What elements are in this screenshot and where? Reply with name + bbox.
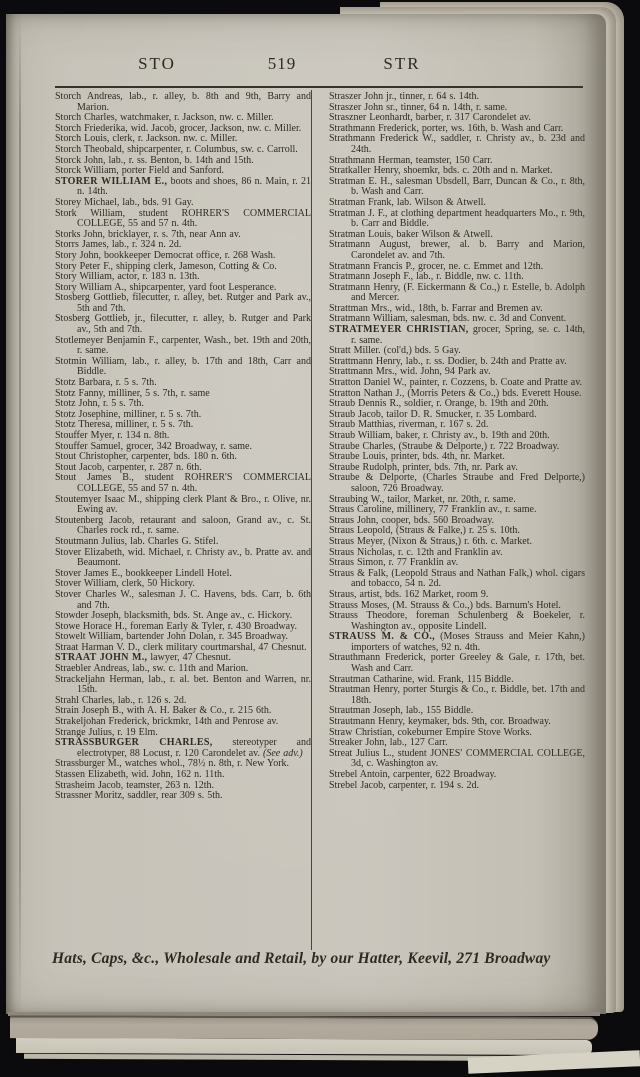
directory-entry: Strakeljohan Frederick, brickmkr, 14th and Penrose av. xyxy=(55,716,279,728)
directory-entry: Strautmann Henry, keymaker, bds. 9th, cor. Broadway. xyxy=(329,716,551,728)
directory-entry: Stover James E., bookkeeper Lindell Hotel. xyxy=(55,567,232,579)
directory-entry: Story William A., shipcarpenter, yard foot Lesperance. xyxy=(55,281,277,293)
directory-entry: Stratman Frank, lab. Wilson & Atwell. xyxy=(329,196,486,208)
directory-entry: Stowe Horace H., foreman Early & Tyler, r. 430 Broadway. xyxy=(55,620,297,632)
directory-column-left xyxy=(55,92,320,802)
directory-entry: Stotz Theresa, milliner, r. 5 s. 7th. xyxy=(55,419,194,431)
directory-entry: Stratton Nathan J., (Morris Peters & Co.,) bds. Everett House. xyxy=(329,387,582,399)
directory-entry: Streat Julius L., student JONES' COMMERCIAL COLLEGE, 3d, c. Washington av. xyxy=(329,747,585,770)
directory-entry: Stout Christopher, carpenter, bds. 180 n. 6th. xyxy=(55,451,237,463)
directory-entry: Stratt Miller. (col'd,) bds. 5 Gay. xyxy=(329,345,461,357)
directory-entry: Stotlemeyer Benjamin F., carpenter, Wash., bet. 19th and 20th, r. same. xyxy=(55,334,311,357)
directory-entry: Strasheim Jacob, teamster, 263 n. 12th. xyxy=(55,779,215,791)
directory-entry: Stratman Louis, baker Wilson & Atwell. xyxy=(329,228,493,240)
directory-entry: Stout James B., student ROHRER'S COMMERCIAL COLLEGE, 55 and 57 n. 4th. xyxy=(55,472,311,494)
directory-entry: Stratmann Henry, (F. Eickermann & Co.,) r. Estelle, b. Adolph and Mercer. xyxy=(329,281,585,304)
directory-entry: Strange Julius, r. 19 Elm. xyxy=(55,726,158,738)
directory-entry: Stork William, student ROHRER'S COMMERCIAL COLLEGE, 55 and 57 n. 4th. xyxy=(55,207,311,230)
directory-entry: Straus Nicholas, r. c. 12th and Franklin av. xyxy=(329,546,503,558)
directory-entry: Storks John, bricklayer, r. s. 7th, near Ann av. xyxy=(55,228,241,240)
directory-entry: Story John, bookkeeper Democrat office, r. 268 Wash. xyxy=(55,249,276,261)
directory-entry: Straube Louis, printer, bds. 4th, nr. Market. xyxy=(329,451,505,463)
directory-entry: Stotz Josephine, milliner, r. 5 s. 7th. xyxy=(55,408,202,420)
directory-entry: Straebler Andreas, lab., sw. c. 11th and Marion. xyxy=(55,663,249,675)
directory-entry: Strebel Jacob, carpenter, r. 194 s. 2d. xyxy=(329,779,480,791)
directory-entry: Stotz Fanny, milliner, 5 s. 7th, r. same xyxy=(55,387,210,399)
directory-entry: Straube Charles, (Straube & Delporte,) r. 722 Broadway. xyxy=(329,440,560,452)
directory-column-right xyxy=(320,92,585,802)
directory-entry: STRAUSS M. & CO., (Moses Strauss and Meier Kahn,) importers of watches, 92 n. 4th. xyxy=(329,631,586,653)
directory-entry: Stover William, clerk, 50 Hickory. xyxy=(55,578,195,590)
directory-entry: Strattman Mrs., wid., 18th, b. Farrar and Bremen av. xyxy=(329,302,543,314)
directory-entry: Straw Christian, cokeburner Empire Stove Works. xyxy=(329,726,532,738)
directory-entry: Straus Caroline, millinery, 77 Franklin av., r. same. xyxy=(329,504,537,516)
directory-columns xyxy=(55,92,585,802)
directory-entry: Stoutenberg Jacob, retaurant and saloon, Grand av., c. St. Charles rock rd., r. same. xyxy=(55,514,311,537)
directory-entry: Stratmann August, brewer, al. b. Barry and Marion, Carondelet av. and 7th. xyxy=(329,239,585,261)
directory-entry: Straus Leopold, (Straus & Falke,) r. 25 s. 10th. xyxy=(329,525,520,537)
directory-entry: Straus, artist, bds. 162 Market, room 9. xyxy=(329,588,489,600)
directory-entry: Straub Dennis R., soldier, r. Orange, b. 19th and 20th. xyxy=(329,398,549,410)
directory-entry: Stratman J. F., at clothing department headquarters Mo., r. 9th, b. Carr and Biddle. xyxy=(329,207,585,230)
directory-entry: Straube & Delporte, (Charles Straube and Fred Delporte,) saloon, 726 Broadway. xyxy=(329,472,585,494)
directory-entry: Storch Theobald, shipcarpenter, r. Columbus, sw. c. Carroll. xyxy=(55,143,298,155)
directory-entry: Storch Andreas, lab., r. alley, b. 8th and 9th, Barry and Marion. xyxy=(55,91,311,113)
directory-entry: Stotz Barbara, r. 5 s. 7th. xyxy=(55,377,157,389)
directory-entry: STRAAT JOHN M., lawyer, 47 Chesnut. xyxy=(55,652,231,664)
directory-entry: Straus John, cooper, bds. 560 Broadway. xyxy=(329,514,495,526)
directory-entry: Strauss Theodore, foreman Schulenberg & Boekeler, r. Washington av., opposite Lindell. xyxy=(329,610,585,632)
directory-entry: Strain Joseph B., with A. H. Baker & Co., r. 215 6th. xyxy=(55,705,272,717)
directory-entry: Strathmann Frederick W., saddler, r. Christy av., b. 23d and 24th. xyxy=(329,133,585,155)
directory-entry: Straszer John jr., tinner, r. 64 s. 14th. xyxy=(329,91,480,102)
directory-entry: Stouffer Myer, r. 134 n. 8th. xyxy=(55,430,170,441)
directory-entry: Strautman Henry, porter Sturgis & Co., r. Biddle, bet. 17th and 18th. xyxy=(329,684,585,706)
directory-entry: Straubing W., tailor, Market, nr. 20th, r. same. xyxy=(329,493,516,505)
directory-entry: Stover Charles W., salesman J. C. Havens, bds. Carr, b. 6th and 7th. xyxy=(55,588,311,611)
directory-entry: Strassner Moritz, saddler, rear 309 s. 5th. xyxy=(55,790,223,802)
directory-entry: Stratmann Joseph F., lab., r. Biddle, nw. c. 11th. xyxy=(329,271,524,283)
directory-entry: Storrs James, lab., r. 324 n. 2d. xyxy=(55,239,182,251)
directory-entry: Storck William, porter Field and Sanford. xyxy=(55,165,224,177)
directory-entry: Strathmann Frederick, porter, ws. 16th, b. Wash and Carr. xyxy=(329,122,564,134)
directory-entry: STRATMEYER CHRISTIAN, grocer, Spring, se. c. 14th, r. same. xyxy=(329,324,585,346)
directory-entry: Stouffer Samuel, grocer, 342 Broadway, r. same. xyxy=(55,440,252,452)
directory-entry: Straszner Leonhardt, barber, r. 317 Carondelet av. xyxy=(329,112,531,124)
directory-entry: Straus Meyer, (Nixon & Straus,) r. 6th. c. Market. xyxy=(329,535,533,547)
directory-entry: Straszer John sr., tinner, 64 n. 14th, r. same. xyxy=(329,101,508,113)
header-guide-left: STO xyxy=(138,54,176,73)
page-fold-crease xyxy=(19,14,21,1014)
directory-entry: Straube Rudolph, printer, bds. 7th, nr. Park av. xyxy=(329,461,518,473)
directory-entry: Stotmin William, lab., r. alley, b. 17th and 18th, Carr and Biddle. xyxy=(55,355,311,378)
directory-entry: Stassen Elizabeth, wid. John, 162 n. 11th. xyxy=(55,769,225,780)
directory-entry: Story Peter F., shipping clerk, Jameson, Cotting & Co. xyxy=(55,260,277,272)
directory-entry: Stratmann William, salesman, bds. nw. c. 3d and Convent. xyxy=(329,313,567,325)
directory-entry: Strebel Antoin, carpenter, 622 Broadway. xyxy=(329,769,497,780)
directory-entry: Strahl Charles, lab., r. 126 s. 2d. xyxy=(55,694,187,706)
directory-entry: Stowelt William, bartender John Dolan, r. 345 Broadway. xyxy=(55,631,289,643)
directory-entry: Strassburger M., watches whol., 78½ n. 8th, r. New York. xyxy=(55,758,290,770)
directory-entry: Stratkaller Henry, shoemkr, bds. c. 20th and n. Market. xyxy=(329,165,553,177)
directory-entry: Streaker John, lab., 127 Carr. xyxy=(329,737,448,749)
directory-entry: Strautman Joseph, lab., 155 Biddle. xyxy=(329,705,474,717)
directory-entry: Strautman Catharine, wid. Frank, 115 Biddle. xyxy=(329,673,514,685)
directory-entry: Straus Simon, r. 77 Franklin av. xyxy=(329,557,459,569)
directory-entry: Storch Louis, clerk, r. Jackson. nw. c. Miller. xyxy=(55,133,238,145)
directory-entry: Story William, actor, r. 183 n. 13th. xyxy=(55,271,200,283)
directory-entry: Straub Matthias, riverman, r. 167 s. 2d. xyxy=(329,419,489,431)
directory-entry: Straub William, baker, r. Christy av., b. 19th and 20th. xyxy=(329,430,550,441)
book-bottom-page-stack xyxy=(16,1038,592,1055)
directory-entry: Stoutemyer Isaac M., shipping clerk Plant & Bro., r. Olive, nr. Ewing av. xyxy=(55,493,311,516)
directory-entry: STORER WILLIAM E., boots and shoes, 86 n. Main, r. 21 n. 14th. xyxy=(55,175,311,198)
directory-entry: Stosberg Gottlieb, jr., filecutter, r. alley, b. Rutger and Park av., 5th and 7th. xyxy=(55,313,311,336)
directory-entry: Stover Elizabeth, wid. Michael, r. Christy av., b. Pratte av. and Beaumont. xyxy=(55,546,311,569)
directory-entry: Storck John, lab., r. ss. Benton, b. 14th and 15th. xyxy=(55,154,254,166)
directory-entry: Strauss Moses, (M. Strauss & Co.,) bds. Barnum's Hotel. xyxy=(329,599,561,611)
directory-page xyxy=(6,14,606,1014)
directory-entry: STRASSBURGER CHARLES, stereotyper and electrotyper, 88 Locust, r. 120 Carondelet av. (See adv.) xyxy=(55,737,311,759)
directory-entry: Stratton Daniel W., painter, r. Cozzens, b. Coate and Pratte av. xyxy=(329,377,583,389)
page-number: 519 xyxy=(267,54,297,73)
directory-entry: Straub Jacob, tailor D. R. Smucker, r. 35 Lombard. xyxy=(329,408,537,420)
directory-entry: Stosberg Gottlieb, filecutter, r. alley, bet. Rutger and Park av., 5th and 7th. xyxy=(55,292,311,314)
book-bottom-edge-band xyxy=(10,1015,598,1040)
directory-entry: Stratman E. H., salesman Ubsdell, Barr, Duncan & Co., r. 8th, b. Wash and Carr. xyxy=(329,175,585,198)
directory-entry: Storey Michael, lab., bds. 91 Gay. xyxy=(55,196,194,208)
directory-entry: Strattmann Henry, lab., r. ss. Dodier, b. 24th and Pratte av. xyxy=(329,355,567,367)
directory-entry: Stotz John, r. 5 s. 7th. xyxy=(55,398,144,410)
directory-entry: Strauthmann Frederick, porter Greeley & Gale, r. 17th, bet. Wash and Carr. xyxy=(329,652,585,675)
directory-entry: Strackeljahn Herman, lab., r. al. bet. Benton and Warren, nr. 15th. xyxy=(55,673,311,696)
directory-entry: Stoutmann Julius, lab. Charles G. Stifel. xyxy=(55,535,219,547)
directory-entry: Strathmann Herman, teamster, 150 Carr. xyxy=(329,154,493,166)
directory-entry: Straat Harman V. D., clerk military courtmarshal, 47 Chesnut. xyxy=(55,641,307,653)
directory-entry: Storch Charles, watchmaker, r. Jackson, nw. c. Miller. xyxy=(55,112,274,124)
header-rule xyxy=(55,86,583,88)
directory-entry: Stratmann Francis P., grocer, ne. c. Emmet and 12th. xyxy=(329,260,544,272)
footer-advertisement: Hats, Caps, &c., Wholesale and Retail, by our Hatter, Keevil, 271 Broadway xyxy=(52,950,551,967)
directory-entry: Strattmann Mrs., wid. John, 94 Park av. xyxy=(329,366,491,378)
header-guide-right: STR xyxy=(383,54,421,73)
directory-entry: Straus & Falk, (Leopold Straus and Nathan Falk,) whol. cigars and tobacco, 54 n. 2d. xyxy=(329,567,585,590)
directory-entry: Stout Jacob, carpenter, r. 287 n. 6th. xyxy=(55,461,202,473)
directory-entry: Storch Friederika, wid. Jacob, grocer, Jackson, nw. c. Miller. xyxy=(55,122,302,134)
directory-entry: Stowder Joseph, blacksmith, bds. St. Ange av., c. Hickory. xyxy=(55,610,293,622)
